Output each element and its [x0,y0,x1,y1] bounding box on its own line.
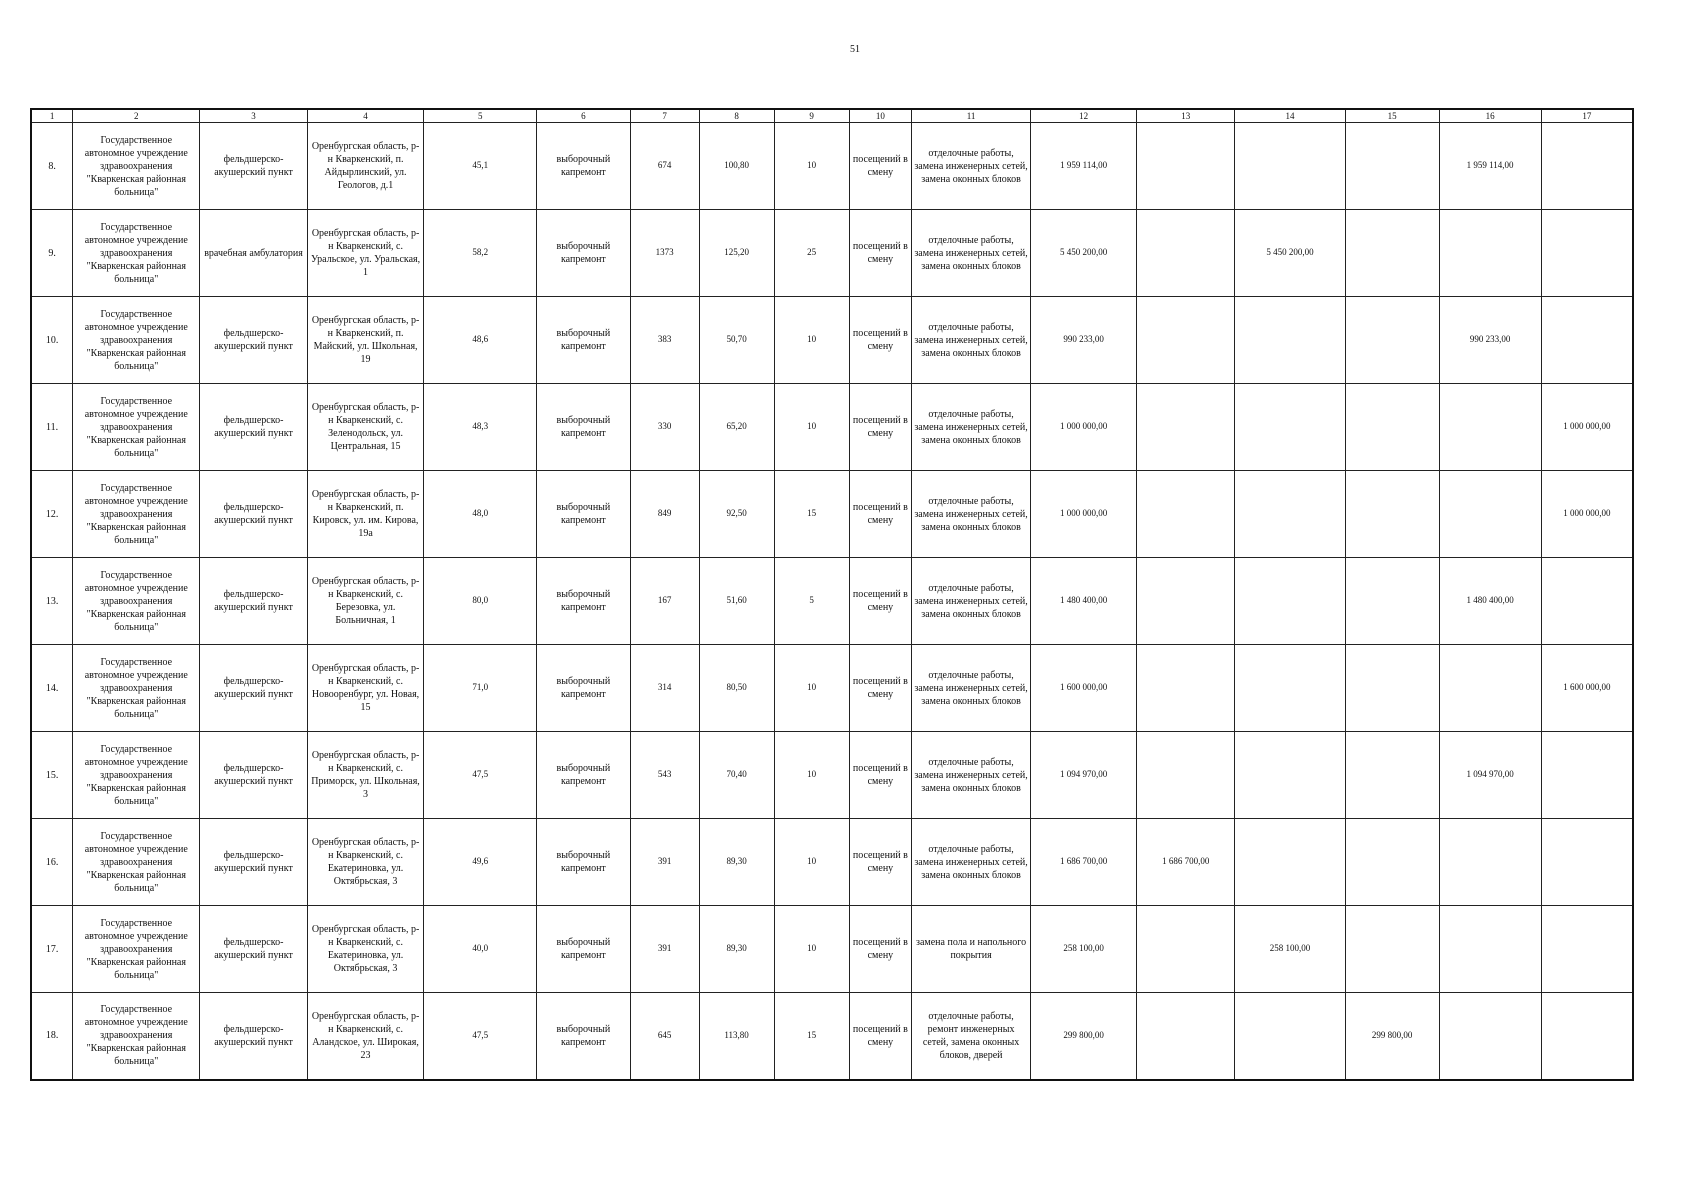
year-cost-cell [1345,210,1439,297]
year-cost-cell [1541,906,1633,993]
total-cost-cell: 1 000 000,00 [1030,471,1136,558]
year-cost-cell [1345,819,1439,906]
header-row [31,109,1633,123]
works-description-cell: отделочные работы, замена инженерных сетей, замена оконных блоков [912,732,1031,819]
value-cell: 1373 [630,210,699,297]
institution-cell: Государственное автономное учреждение здравоохранения "Кваркенская районная больница" [73,123,200,210]
unit-cell: посещений в смену [849,384,912,471]
address-cell: Оренбургская область, р-н Кваркенский, с. Зеленодольск, ул. Центральная, 15 [307,384,424,471]
table-row [31,819,1633,906]
area-cell: 48,6 [424,297,537,384]
work-type-cell: выборочный капремонт [536,384,630,471]
works-description-cell: отделочные работы, замена инженерных сетей, замена оконных блоков [912,645,1031,732]
table-row [31,993,1633,1080]
page-number: 51 [850,44,860,55]
table-row [31,645,1633,732]
unit-cell: посещений в смену [849,123,912,210]
year-cost-cell [1439,210,1541,297]
work-type-cell: выборочный капремонт [536,906,630,993]
facility-type-cell: фельдшерско-акушерский пункт [200,297,307,384]
year-cost-cell: 1 959 114,00 [1439,123,1541,210]
row-number-cell: 14. [31,645,73,732]
capacity-cell: 10 [774,384,849,471]
year-cost-cell [1541,558,1633,645]
row-number-cell: 18. [31,993,73,1080]
year-cost-cell [1439,384,1541,471]
value-cell: 391 [630,819,699,906]
address-cell: Оренбургская область, р-н Кваркенский, п. Майский, ул. Школьная, 19 [307,297,424,384]
year-cost-cell [1235,993,1345,1080]
year-cost-cell [1345,297,1439,384]
total-cost-cell: 258 100,00 [1030,906,1136,993]
address-cell: Оренбургская область, р-н Кваркенский, с. Новооренбург, ул. Новая, 15 [307,645,424,732]
address-cell: Оренбургская область, р-н Кваркенский, с. Приморск, ул. Школьная, 3 [307,732,424,819]
column-header: 4 [307,109,424,123]
column-header: 13 [1137,109,1235,123]
column-header: 16 [1439,109,1541,123]
year-cost-cell [1235,297,1345,384]
column-header: 9 [774,109,849,123]
value-cell: 543 [630,732,699,819]
table-row [31,906,1633,993]
works-description-cell: отделочные работы, замена инженерных сетей, замена оконных блоков [912,819,1031,906]
year-cost-cell: 5 450 200,00 [1235,210,1345,297]
unit-cell: посещений в смену [849,645,912,732]
value-cell: 51,60 [699,558,774,645]
facility-type-cell: фельдшерско-акушерский пункт [200,471,307,558]
row-number-cell: 9. [31,210,73,297]
unit-cell: посещений в смену [849,210,912,297]
year-cost-cell [1137,210,1235,297]
year-cost-cell [1137,645,1235,732]
table-row [31,471,1633,558]
area-cell: 48,3 [424,384,537,471]
area-cell: 49,6 [424,819,537,906]
facility-type-cell: фельдшерско-акушерский пункт [200,993,307,1080]
year-cost-cell [1137,384,1235,471]
area-cell: 40,0 [424,906,537,993]
year-cost-cell [1345,645,1439,732]
work-type-cell: выборочный капремонт [536,471,630,558]
total-cost-cell: 1 000 000,00 [1030,384,1136,471]
capacity-cell: 5 [774,558,849,645]
column-header: 8 [699,109,774,123]
capacity-cell: 10 [774,732,849,819]
facility-type-cell: фельдшерско-акушерский пункт [200,906,307,993]
work-type-cell: выборочный капремонт [536,732,630,819]
year-cost-cell [1235,645,1345,732]
column-header: 1 [31,109,73,123]
works-description-cell: отделочные работы, замена инженерных сетей, замена оконных блоков [912,123,1031,210]
year-cost-cell [1137,732,1235,819]
value-cell: 100,80 [699,123,774,210]
address-cell: Оренбургская область, р-н Кваркенский, п. Айдырлинский, ул. Геологов, д.1 [307,123,424,210]
total-cost-cell: 1 480 400,00 [1030,558,1136,645]
register-table [30,108,1634,1081]
column-header: 14 [1235,109,1345,123]
area-cell: 47,5 [424,732,537,819]
works-description-cell: отделочные работы, ремонт инженерных сетей, замена оконных блоков, дверей [912,993,1031,1080]
capacity-cell: 10 [774,297,849,384]
year-cost-cell [1439,471,1541,558]
address-cell: Оренбургская область, р-н Кваркенский, с. Березовка, ул. Больничная, 1 [307,558,424,645]
capacity-cell: 10 [774,645,849,732]
year-cost-cell [1541,210,1633,297]
value-cell: 383 [630,297,699,384]
column-header: 3 [200,109,307,123]
institution-cell: Государственное автономное учреждение здравоохранения "Кваркенская районная больница" [73,645,200,732]
area-cell: 80,0 [424,558,537,645]
year-cost-cell: 258 100,00 [1235,906,1345,993]
year-cost-cell: 990 233,00 [1439,297,1541,384]
column-header: 6 [536,109,630,123]
table-body [31,123,1633,1080]
work-type-cell: выборочный капремонт [536,558,630,645]
year-cost-cell: 1 480 400,00 [1439,558,1541,645]
value-cell: 167 [630,558,699,645]
value-cell: 645 [630,993,699,1080]
facility-type-cell: фельдшерско-акушерский пункт [200,123,307,210]
institution-cell: Государственное автономное учреждение здравоохранения "Кваркенская районная больница" [73,993,200,1080]
year-cost-cell [1235,384,1345,471]
institution-cell: Государственное автономное учреждение здравоохранения "Кваркенская районная больница" [73,732,200,819]
facility-type-cell: фельдшерско-акушерский пункт [200,645,307,732]
work-type-cell: выборочный капремонт [536,819,630,906]
column-header: 7 [630,109,699,123]
area-cell: 71,0 [424,645,537,732]
year-cost-cell [1345,906,1439,993]
year-cost-cell: 1 000 000,00 [1541,471,1633,558]
area-cell: 47,5 [424,993,537,1080]
value-cell: 70,40 [699,732,774,819]
capacity-cell: 15 [774,471,849,558]
institution-cell: Государственное автономное учреждение здравоохранения "Кваркенская районная больница" [73,297,200,384]
value-cell: 65,20 [699,384,774,471]
value-cell: 849 [630,471,699,558]
unit-cell: посещений в смену [849,906,912,993]
facility-type-cell: фельдшерско-акушерский пункт [200,732,307,819]
year-cost-cell [1439,819,1541,906]
year-cost-cell [1137,297,1235,384]
area-cell: 48,0 [424,471,537,558]
total-cost-cell: 5 450 200,00 [1030,210,1136,297]
column-header: 5 [424,109,537,123]
address-cell: Оренбургская область, р-н Кваркенский, с. Уральское, ул. Уральская, 1 [307,210,424,297]
column-header: 2 [73,109,200,123]
table-row [31,123,1633,210]
year-cost-cell [1345,123,1439,210]
total-cost-cell: 299 800,00 [1030,993,1136,1080]
value-cell: 113,80 [699,993,774,1080]
table-row [31,210,1633,297]
total-cost-cell: 1 959 114,00 [1030,123,1136,210]
row-number-cell: 12. [31,471,73,558]
value-cell: 89,30 [699,906,774,993]
year-cost-cell: 1 686 700,00 [1137,819,1235,906]
column-header: 17 [1541,109,1633,123]
unit-cell: посещений в смену [849,471,912,558]
year-cost-cell [1541,297,1633,384]
total-cost-cell: 1 600 000,00 [1030,645,1136,732]
row-number-cell: 10. [31,297,73,384]
area-cell: 58,2 [424,210,537,297]
year-cost-cell [1235,123,1345,210]
institution-cell: Государственное автономное учреждение здравоохранения "Кваркенская районная больница" [73,906,200,993]
facility-type-cell: фельдшерско-акушерский пункт [200,384,307,471]
year-cost-cell: 1 000 000,00 [1541,384,1633,471]
unit-cell: посещений в смену [849,297,912,384]
capacity-cell: 10 [774,123,849,210]
year-cost-cell [1345,384,1439,471]
year-cost-cell [1235,819,1345,906]
value-cell: 391 [630,906,699,993]
work-type-cell: выборочный капремонт [536,297,630,384]
total-cost-cell: 1 686 700,00 [1030,819,1136,906]
year-cost-cell [1345,732,1439,819]
year-cost-cell [1541,123,1633,210]
year-cost-cell [1541,993,1633,1080]
address-cell: Оренбургская область, р-н Кваркенский, с. Екатериновка, ул. Октябрьская, 3 [307,906,424,993]
column-header: 15 [1345,109,1439,123]
works-description-cell: отделочные работы, замена инженерных сетей, замена оконных блоков [912,471,1031,558]
row-number-cell: 13. [31,558,73,645]
row-number-cell: 8. [31,123,73,210]
capacity-cell: 15 [774,993,849,1080]
year-cost-cell [1235,558,1345,645]
facility-type-cell: фельдшерско-акушерский пункт [200,819,307,906]
row-number-cell: 17. [31,906,73,993]
year-cost-cell: 1 600 000,00 [1541,645,1633,732]
year-cost-cell: 1 094 970,00 [1439,732,1541,819]
capacity-cell: 10 [774,906,849,993]
value-cell: 50,70 [699,297,774,384]
year-cost-cell: 299 800,00 [1345,993,1439,1080]
row-number-cell: 16. [31,819,73,906]
row-number-cell: 11. [31,384,73,471]
works-description-cell: отделочные работы, замена инженерных сетей, замена оконных блоков [912,297,1031,384]
total-cost-cell: 990 233,00 [1030,297,1136,384]
capacity-cell: 10 [774,819,849,906]
year-cost-cell [1439,906,1541,993]
value-cell: 92,50 [699,471,774,558]
works-description-cell: замена пола и напольного покрытия [912,906,1031,993]
institution-cell: Государственное автономное учреждение здравоохранения "Кваркенская районная больница" [73,210,200,297]
institution-cell: Государственное автономное учреждение здравоохранения "Кваркенская районная больница" [73,471,200,558]
year-cost-cell [1345,558,1439,645]
year-cost-cell [1137,906,1235,993]
year-cost-cell [1439,645,1541,732]
unit-cell: посещений в смену [849,558,912,645]
value-cell: 89,30 [699,819,774,906]
value-cell: 80,50 [699,645,774,732]
column-header: 12 [1030,109,1136,123]
unit-cell: посещений в смену [849,732,912,819]
works-description-cell: отделочные работы, замена инженерных сетей, замена оконных блоков [912,384,1031,471]
institution-cell: Государственное автономное учреждение здравоохранения "Кваркенская районная больница" [73,384,200,471]
institution-cell: Государственное автономное учреждение здравоохранения "Кваркенская районная больница" [73,558,200,645]
value-cell: 314 [630,645,699,732]
table-row [31,732,1633,819]
capacity-cell: 25 [774,210,849,297]
address-cell: Оренбургская область, р-н Кваркенский, с. Аландское, ул. Широкая, 23 [307,993,424,1080]
work-type-cell: выборочный капремонт [536,993,630,1080]
year-cost-cell [1137,993,1235,1080]
work-type-cell: выборочный капремонт [536,123,630,210]
year-cost-cell [1541,819,1633,906]
works-description-cell: отделочные работы, замена инженерных сетей, замена оконных блоков [912,210,1031,297]
facility-type-cell: фельдшерско-акушерский пункт [200,558,307,645]
table-row [31,558,1633,645]
total-cost-cell: 1 094 970,00 [1030,732,1136,819]
works-description-cell: отделочные работы, замена инженерных сетей, замена оконных блоков [912,558,1031,645]
year-cost-cell [1137,471,1235,558]
value-cell: 125,20 [699,210,774,297]
table-row [31,384,1633,471]
work-type-cell: выборочный капремонт [536,210,630,297]
value-cell: 674 [630,123,699,210]
year-cost-cell [1541,732,1633,819]
unit-cell: посещений в смену [849,993,912,1080]
year-cost-cell [1439,993,1541,1080]
institution-cell: Государственное автономное учреждение здравоохранения "Кваркенская районная больница" [73,819,200,906]
year-cost-cell [1137,123,1235,210]
value-cell: 330 [630,384,699,471]
row-number-cell: 15. [31,732,73,819]
unit-cell: посещений в смену [849,819,912,906]
year-cost-cell [1235,471,1345,558]
year-cost-cell [1137,558,1235,645]
table-row [31,297,1633,384]
year-cost-cell [1345,471,1439,558]
address-cell: Оренбургская область, р-н Кваркенский, п. Кировск, ул. им. Кирова, 19а [307,471,424,558]
address-cell: Оренбургская область, р-н Кваркенский, с. Екатериновка, ул. Октябрьская, 3 [307,819,424,906]
work-type-cell: выборочный капремонт [536,645,630,732]
facility-type-cell: врачебная амбулатория [200,210,307,297]
column-header: 11 [912,109,1031,123]
area-cell: 45,1 [424,123,537,210]
column-header: 10 [849,109,912,123]
year-cost-cell [1235,732,1345,819]
